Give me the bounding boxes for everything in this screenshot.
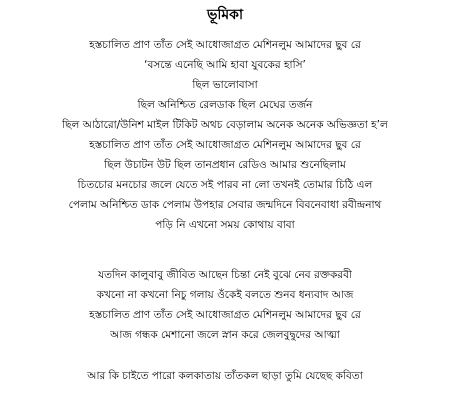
poem-line: চিতচোর মনচোর জলে যেতে সই পারব না লো তখনই তোমার চিঠি এল: [77, 179, 373, 191]
poem-line: আজ গন্ধক মেশানো জলে স্নান করে জেলবুদ্বুদের আত্মা: [110, 329, 340, 341]
poem-line: হস্তচালিত প্রাণ তাঁত সেই আধোজাগ্রত মেশিনলুম আমাদের ছুব রে: [89, 139, 361, 151]
poem-line: ছিল উচাটন উট ছিল তানপ্রধান রেডিও আমার শুনেছিলাম: [104, 159, 346, 171]
stanza-1: [0, 35, 450, 235]
poem-line: ‘বসন্তে এনেছি আমি হাবা যুবকের হাসি’: [144, 59, 306, 71]
stanza-3: [0, 366, 450, 386]
stanza-2: [0, 265, 450, 345]
poem-line: কখনো না কখনো নিচু গলায় ওঁকেই বলতে শুনব ধন্যবাদ আজ: [96, 289, 354, 301]
poem-line: হস্তচালিত প্রাণ তাঁত সেই আধোজাগ্রত মেশিনলুম আমাদের ছুব রে: [89, 39, 361, 51]
poem-line: ছিল অনিশ্চিত রেলডাক ছিল মেঘের তর্জন: [137, 99, 313, 111]
poem-line: পড়ি নি এখনো সময় কোথায় বাবা: [155, 219, 295, 231]
poem-line: যতদিন কালুবাবু জীবিত আছেন চিন্তা নেই বুঝে নেব রক্তকরবী: [98, 269, 352, 281]
poem-line: হস্তচালিত প্রাণ তাঁত সেই আধোজাগ্রত মেশিনলুম আমাদের ছুব রে: [89, 309, 361, 321]
poem-title: ভূমিকা: [206, 7, 244, 23]
poem-line: ছিল আঠারো/উনিশ মাইল টিকিট অথচ বেড়ালাম অনেক অনেক অভিজ্ঞতা হ’ল: [62, 119, 388, 131]
poem-line: পেলাম অনিশ্চিত ডাক পেলাম উপহার সেবার জন্মদিনে বিবনেবাধা রবীন্দ্রনাথ: [68, 199, 382, 211]
poem-line: ছিল ভালোবাসা: [192, 79, 258, 91]
poem-line: আর কি চাইতে পারো কলকাতায় তাঁতকল ছাড়া তুমি যেছেছ কবিতা: [87, 370, 363, 382]
